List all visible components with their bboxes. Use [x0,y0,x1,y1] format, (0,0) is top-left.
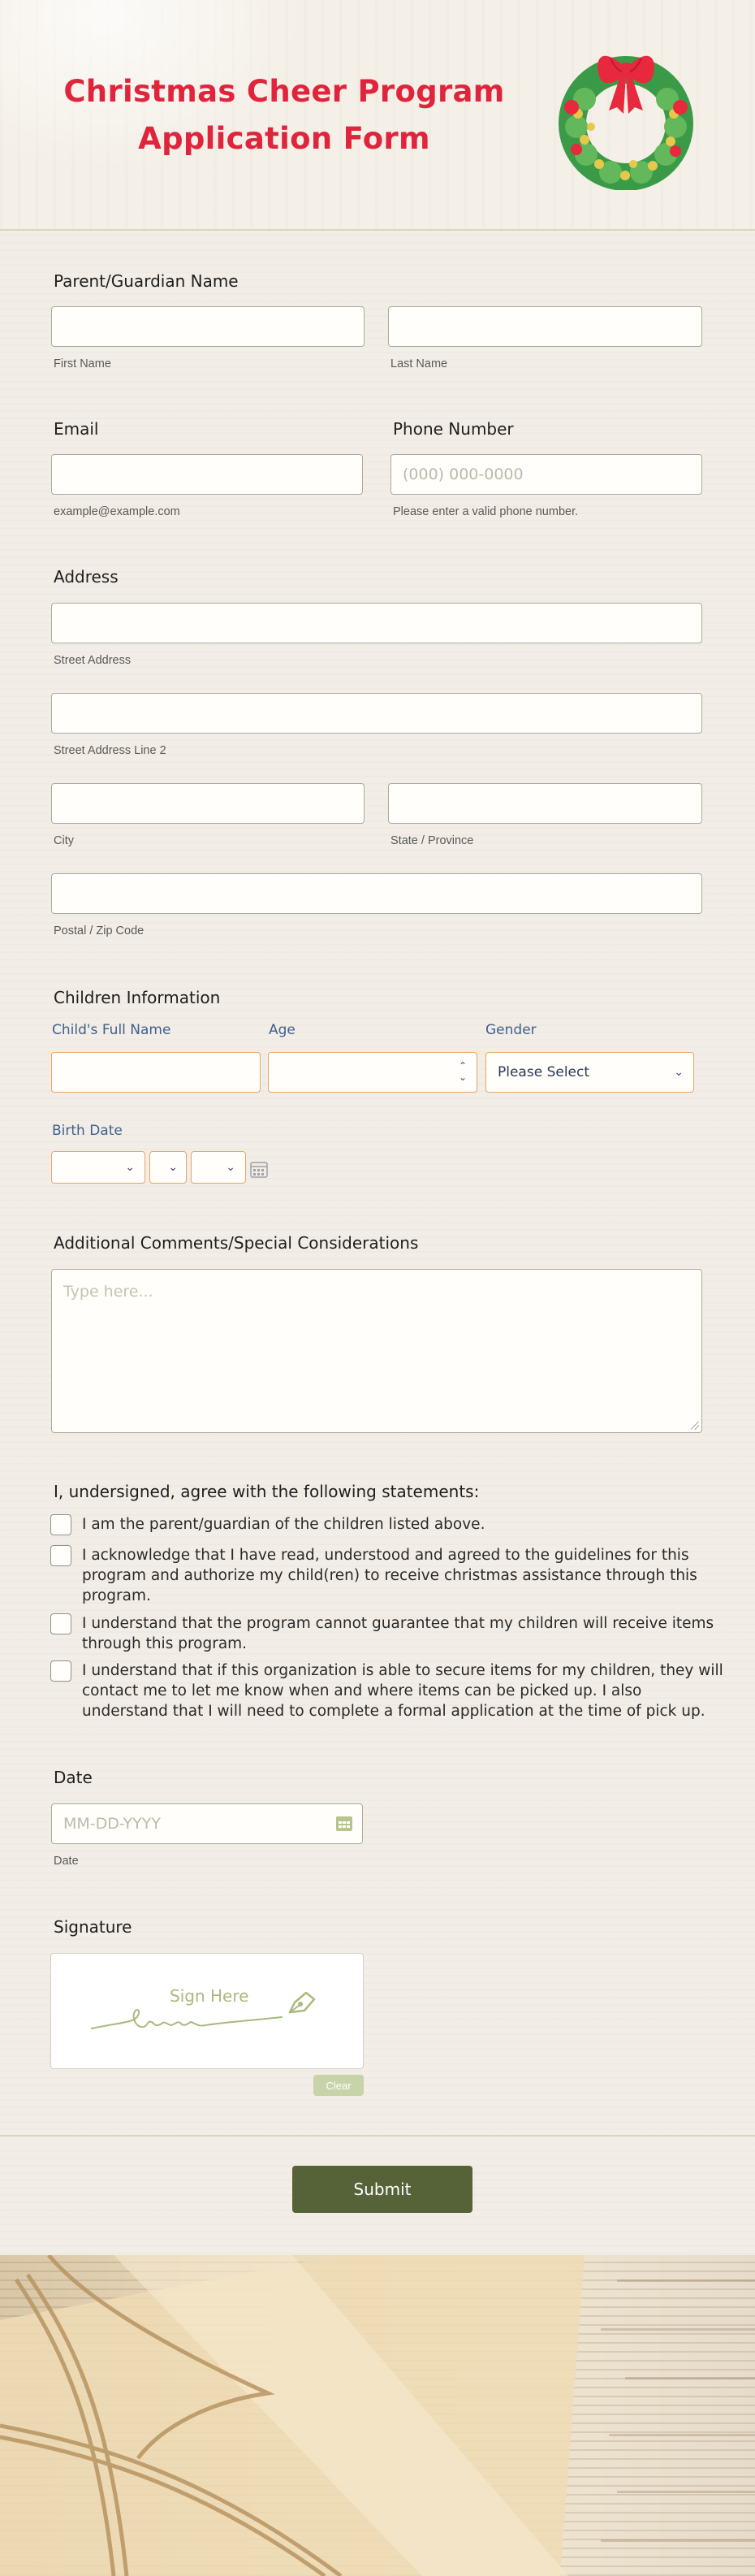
pen-icon [287,1989,319,2015]
street-address-input[interactable] [51,603,702,643]
email-label: Email [54,419,99,439]
birth-day-select[interactable] [149,1151,187,1184]
phone-label: Phone Number [393,419,514,439]
postal-sublabel: Postal / Zip Code [54,924,145,937]
comments-textarea[interactable] [51,1269,702,1433]
title-line-1: Christmas Cheer Program [63,74,505,109]
agree-item[interactable] [50,1545,723,1606]
chevron-down-icon: ⌄ [674,1066,684,1079]
gender-select[interactable] [485,1052,694,1093]
checkbox[interactable] [50,1660,71,1682]
phone-sublabel: Please enter a valid phone number. [393,505,579,518]
phone-input[interactable] [390,454,702,495]
gift-package-image [0,2255,755,2576]
submit-button[interactable]: Submit [292,2166,472,2213]
date-input[interactable] [51,1803,363,1844]
calendar-icon[interactable] [336,1816,352,1831]
children-label: Children Information [54,988,221,1007]
phone-placeholder: (000) 000-0000 [403,465,524,483]
child-name-input[interactable] [51,1052,261,1093]
birth-date-label: Birth Date [52,1123,123,1139]
signature-pad[interactable] [50,1953,364,2069]
age-column: Age [269,1022,296,1038]
postal-input[interactable] [51,873,702,914]
chevron-down-icon: ⌄ [125,1161,135,1174]
spinner-icon[interactable]: ⌃ ⌄ [458,1060,467,1083]
checkbox[interactable] [50,1514,71,1535]
wreath-icon [552,36,700,190]
agree-item-text: I acknowledge that I have read, understood and agreed to the guidelines for this program and authorize my child(ren) to receive christmas assistance through this program. [82,1547,697,1604]
street-address-sublabel: Street Address [54,654,132,667]
calendar-icon[interactable] [250,1160,268,1178]
agree-item-text: I understand that if this organization is able to secure items for my children, they will contact me to let me know when and where items can be picked up. I also understand that I will need to complete a formal application at the time of pick up. [82,1662,723,1720]
gender-column: Gender [485,1022,537,1038]
last-name-input[interactable] [388,306,702,347]
checkbox[interactable] [50,1613,71,1634]
city-input[interactable] [51,783,365,824]
checkbox[interactable] [50,1545,71,1566]
first-name-sublabel: First Name [54,357,111,370]
state-sublabel: State / Province [390,834,474,847]
child-name-column: Child's Full Name [52,1022,171,1038]
chevron-down-icon: ⌄ [226,1161,235,1174]
decorative-photo [0,2255,755,2576]
divider [0,2135,755,2137]
birth-year-select[interactable] [191,1151,246,1184]
gender-selected: Please Select [498,1064,590,1080]
form-title [32,68,536,162]
street-address-2-sublabel: Street Address Line 2 [54,744,166,757]
date-label: Date [54,1768,93,1787]
email-sublabel: example@example.com [54,505,180,518]
email-input[interactable] [51,454,363,495]
first-name-input[interactable] [51,306,365,347]
last-name-sublabel: Last Name [390,357,448,370]
agree-item[interactable] [50,1514,723,1535]
city-sublabel: City [54,834,74,847]
signature-hint: Sign Here [170,1986,249,2006]
agree-item-text: I understand that the program cannot guarantee that my children will receive items through this program. [82,1615,714,1652]
address-label: Address [54,567,119,587]
chevron-down-icon: ⌄ [168,1161,178,1174]
form-body [0,232,755,2199]
comments-placeholder: Type here... [63,1283,153,1301]
title-line-2: Application Form [138,121,430,156]
date-sublabel: Date [54,1855,79,1868]
comments-label: Additional Comments/Special Considerations [54,1233,419,1253]
resize-handle[interactable] [691,1422,699,1430]
parent-label: Parent/Guardian Name [54,271,239,291]
age-input[interactable] [268,1052,477,1093]
form-header [0,0,755,231]
agree-label: I, undersigned, agree with the following statements: [54,1482,480,1501]
birth-month-select[interactable] [51,1151,145,1184]
agree-item[interactable] [50,1613,723,1654]
agree-item[interactable] [50,1660,723,1721]
date-placeholder: MM-DD-YYYY [63,1815,161,1833]
agree-item-text: I am the parent/guardian of the children listed above. [82,1516,485,1533]
street-address-2-input[interactable] [51,693,702,734]
clear-signature-button[interactable]: Clear [313,2075,364,2096]
state-input[interactable] [388,783,702,824]
signature-label: Signature [54,1917,132,1937]
